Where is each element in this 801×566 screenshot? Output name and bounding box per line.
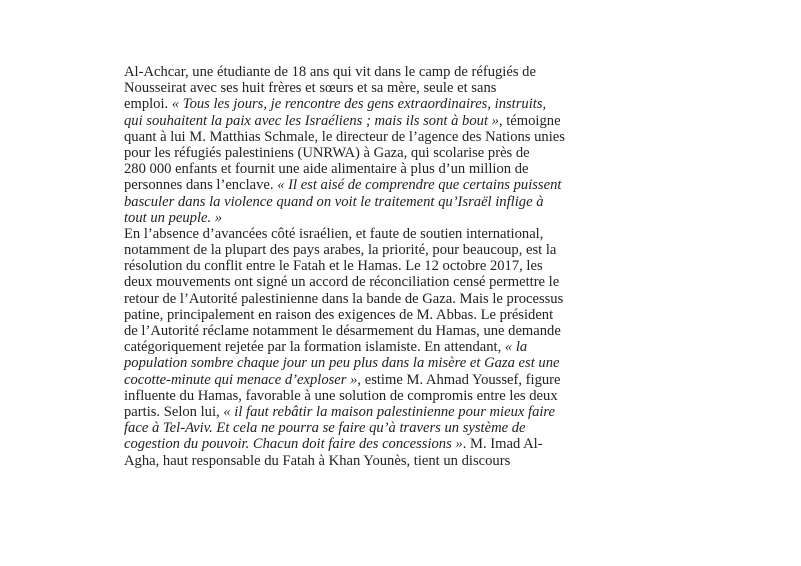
text-segment: . M. Imad Al- bbox=[462, 436, 543, 453]
quote-segment: population sombre chaque jour un peu plus dans la misère et Gaza est une bbox=[124, 355, 560, 372]
text-line bbox=[124, 194, 644, 210]
text-segment: patine, principalement en raison des exigences de M. Abbas. Le président bbox=[124, 306, 554, 323]
text-line bbox=[124, 161, 644, 177]
text-line bbox=[124, 113, 644, 129]
text-segment: résolution du conflit entre le Fatah et le Hamas. Le 12 octobre 2017, les bbox=[124, 258, 543, 275]
text-segment: deux mouvements ont signé un accord de réconciliation censé permettre le bbox=[124, 274, 560, 291]
quote-segment: cogestion du pouvoir. Chacun doit faire des concessions » bbox=[124, 436, 463, 453]
text-line bbox=[124, 129, 644, 145]
text-line bbox=[124, 453, 644, 469]
text-line bbox=[124, 226, 644, 242]
quote-segment: cocotte-minute qui menace d’exploser » bbox=[124, 371, 358, 388]
text-line bbox=[124, 258, 644, 274]
text-line bbox=[124, 355, 644, 371]
text-segment: 280 000 enfants et fournit une aide alimentaire à plus d’un million de bbox=[124, 161, 529, 178]
text-line bbox=[124, 372, 644, 388]
text-line bbox=[124, 145, 644, 161]
text-segment: Al-Achcar, une étudiante de 18 ans qui vit dans le camp de réfugiés de bbox=[124, 64, 536, 80]
text-line bbox=[124, 323, 644, 339]
text-line bbox=[124, 436, 644, 452]
quote-segment: face à Tel-Aviv. Et cela ne pourra se faire qu’à travers un système de bbox=[124, 420, 526, 437]
text-line bbox=[124, 339, 644, 355]
text-line bbox=[124, 177, 644, 193]
text-line bbox=[124, 388, 644, 404]
text-segment: Agha, haut responsable du Fatah à Khan Younès, tient un discours bbox=[124, 452, 511, 469]
article-body bbox=[124, 64, 644, 469]
quote-segment: « la bbox=[504, 339, 528, 356]
text-segment: de l’Autorité réclame notamment le désarmement du Hamas, une demande bbox=[124, 323, 561, 339]
quote-segment: basculer dans la violence quand on voit le traitement qu’Israël inflige à bbox=[124, 193, 544, 210]
text-segment: En l’absence d’avancées côté israélien, et faute de soutien international, bbox=[124, 225, 544, 242]
text-line bbox=[124, 291, 644, 307]
quote-segment: qui souhaitent la paix avec les Israéliens ; mais ils sont à bout » bbox=[124, 112, 499, 129]
quote-segment: « Tous les jours, je rencontre des gens extraordinaires, instruits, bbox=[171, 96, 547, 113]
text-segment: Nousseirat avec ses huit frères et sœurs et sa mère, seule et sans bbox=[124, 80, 497, 97]
text-line bbox=[124, 404, 644, 420]
text-segment: retour de l’Autorité palestinienne dans la bande de Gaza. Mais le processus bbox=[124, 290, 564, 307]
text-line bbox=[124, 420, 644, 436]
text-line bbox=[124, 96, 644, 112]
text-segment: catégoriquement rejetée par la formation islamiste. En attendant, bbox=[124, 339, 505, 356]
text-segment: emploi. bbox=[124, 96, 172, 113]
text-line bbox=[124, 210, 644, 226]
text-segment: influente du Hamas, favorable à une solution de compromis entre les deux bbox=[124, 387, 558, 404]
text-line bbox=[124, 64, 644, 80]
quote-segment: « Il est aisé de comprendre que certains puissent bbox=[277, 177, 562, 194]
text-segment: personnes dans l’enclave. bbox=[124, 177, 278, 194]
text-line bbox=[124, 307, 644, 323]
quote-segment: tout un peuple. » bbox=[124, 209, 223, 226]
text-line bbox=[124, 274, 644, 290]
text-line bbox=[124, 242, 644, 258]
text-line bbox=[124, 80, 644, 96]
text-segment: , témoigne bbox=[498, 112, 561, 129]
text-segment: quant à lui M. Matthias Schmale, le directeur de l’agence des Nations unies bbox=[124, 128, 565, 145]
quote-segment: « il faut rebâtir la maison palestinienne pour mieux faire bbox=[223, 403, 556, 420]
text-segment: pour les réfugiés palestiniens (UNRWA) à Gaza, qui scolarise près de bbox=[124, 144, 530, 161]
text-segment: notamment de la plupart des pays arabes, la priorité, pour beaucoup, est la bbox=[124, 242, 557, 259]
text-segment: , estime M. Ahmad Youssef, figure bbox=[357, 371, 561, 388]
text-segment: partis. Selon lui, bbox=[124, 403, 224, 420]
